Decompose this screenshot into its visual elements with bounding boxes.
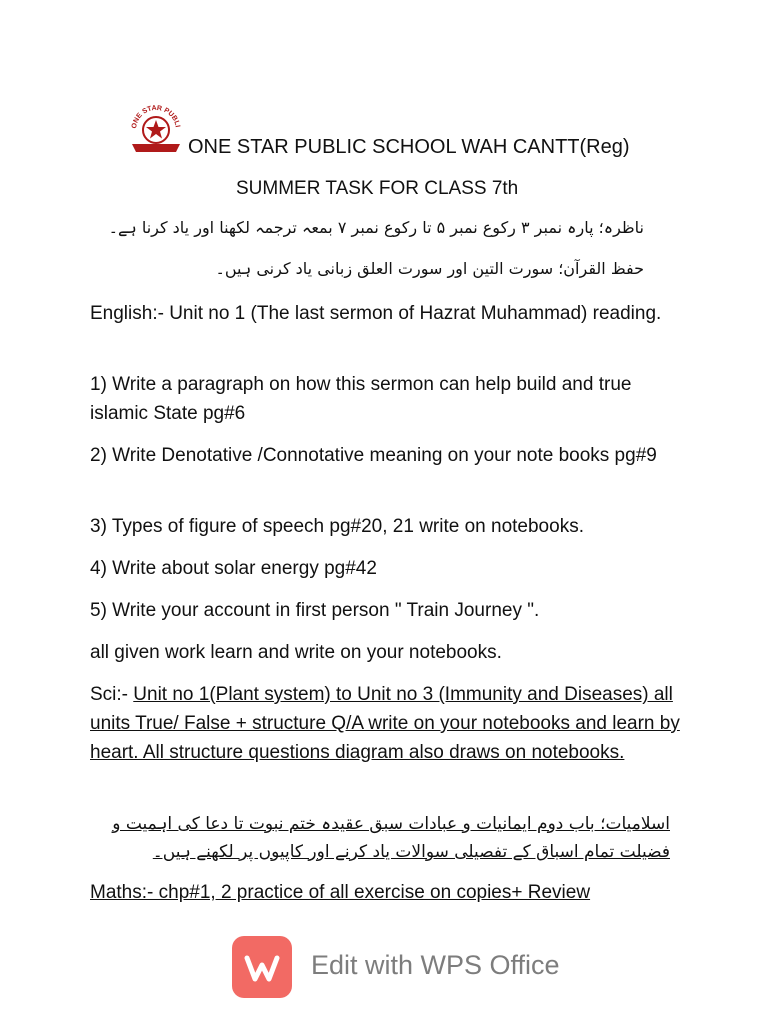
islamiyat-section: اسلامیات؛ باب دوم ایمانیات و عبادات سبق عقیدہ ختم نبوت تا دعا کی اہمیت و فضیلت تمام اسباق کے تفصیلی سوالات یاد کرنے اور کاپیوں پر لکھنے ہیں۔ (112, 814, 670, 862)
page-title: SUMMER TASK FOR CLASS 7th (236, 178, 519, 199)
hifz-line: حفظ القرآن؛ سورت التین اور سورت العلق زبانی یاد کرنی ہیں۔ (215, 259, 644, 278)
english-closing: all given work learn and write on your notebooks. (90, 642, 502, 663)
wps-logo-icon[interactable] (232, 936, 292, 998)
science-section (90, 680, 690, 767)
english-intro: English:- Unit no 1 (The last sermon of Hazrat Muhammad) reading. (90, 303, 662, 324)
english-task-5: 5) Write your account in first person " Train Journey ". (90, 600, 540, 621)
english-task-3: 3) Types of figure of speech pg#20, 21 write on notebooks. (90, 516, 584, 537)
school-name: ONE STAR PUBLIC SCHOOL WAH CANTT(Reg) (188, 136, 630, 158)
svg-text:ONE STAR PUBLIC SCHOOL WAH CAN: ONE STAR PUBLI (130, 104, 181, 130)
school-logo (124, 100, 188, 156)
maths-section: Maths:- chp#1, 2 practice of all exercise on copies+ Review (90, 882, 591, 903)
science-label: Sci:- (90, 684, 134, 705)
science-text: Unit no 1(Plant system) to Unit no 3 (Immunity and Diseases) all units True/ False + structure Q/A write on your notebooks and learn by heart. All structure questions diagram also draws on notebooks. (90, 684, 680, 763)
wps-edit-link[interactable]: Edit with WPS Office (311, 950, 560, 980)
english-task-4: 4) Write about solar energy pg#42 (90, 558, 377, 579)
english-task-2: 2) Write Denotative /Connotative meaning on your note books pg#9 (90, 445, 657, 466)
nazra-line: ناظرہ؛ پارہ نمبر ۳ رکوع نمبر ۵ تا رکوع نمبر ۷ بمعہ ترجمہ لکھنا اور یاد کرنا ہے۔ (108, 218, 644, 237)
english-task-1: 1) Write a paragraph on how this sermon can help build and true islamic State pg#6 (90, 374, 632, 424)
